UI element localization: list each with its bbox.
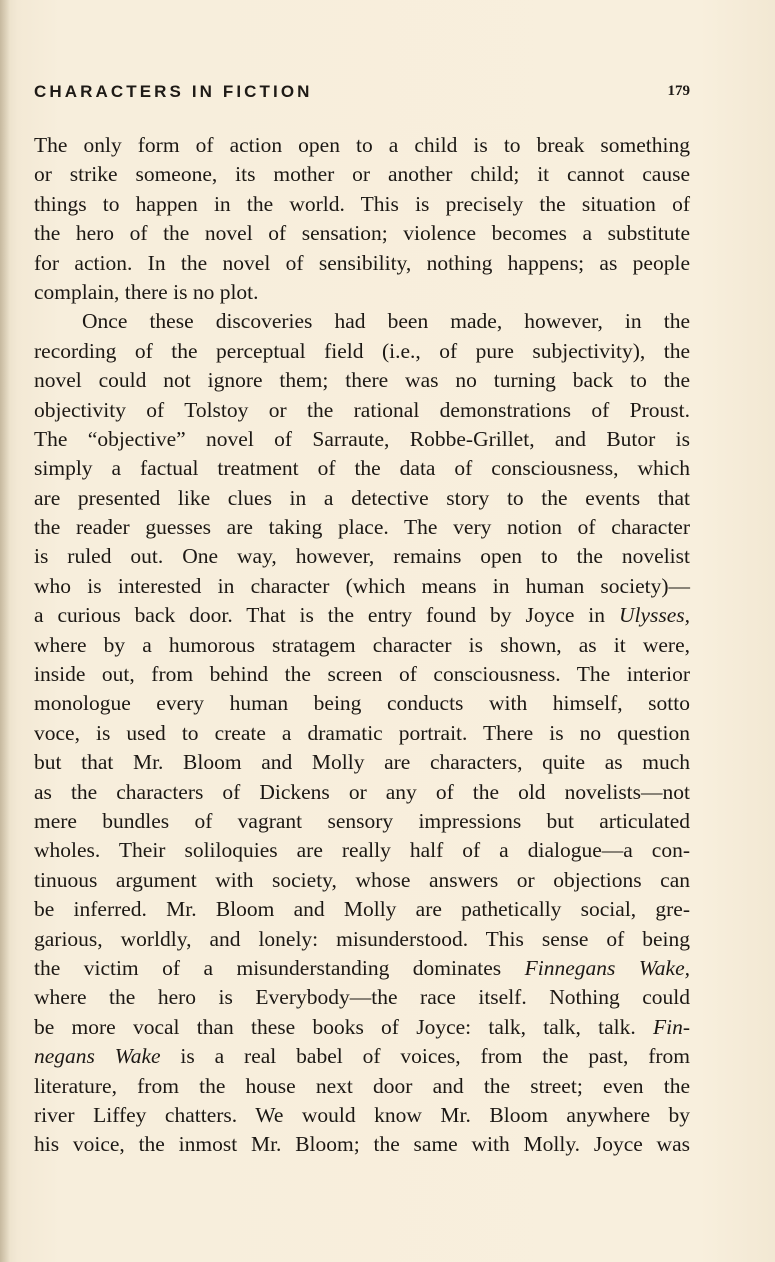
text-segment: wholes. Their soliloquies are really half of a dialogue—a con- <box>34 838 690 863</box>
text-line <box>34 307 690 336</box>
text-segment: where by a humorous stratagem character is shown, as it were, <box>34 632 690 657</box>
gutter-shadow <box>0 0 10 1262</box>
text-line <box>34 925 690 954</box>
text-segment: for action. In the novel of sensibility, nothing happens; as people <box>34 250 690 275</box>
text-segment: but that Mr. Bloom and Molly are characters, quite as much <box>34 750 690 775</box>
text-segment: the hero of the novel of sensation; violence becomes a substitute <box>34 221 690 246</box>
text-segment: or strike someone, its mother or another child; it cannot cause <box>34 162 690 187</box>
text-segment: who is interested in character (which means in human society)— <box>34 573 690 598</box>
text-line <box>34 689 690 718</box>
text-line <box>34 1101 690 1130</box>
text-segment: tinuous argument with society, whose answers or objections can <box>34 867 690 892</box>
text-segment: mere bundles of vagrant sensory impressions but articulated <box>34 808 690 833</box>
italic-text: Fin- <box>652 1014 690 1039</box>
text-segment: inside out, from behind the screen of consciousness. The interior <box>34 662 690 687</box>
page-number: 179 <box>667 83 690 99</box>
text-line <box>34 131 690 160</box>
text-segment: simply a factual treatment of the data of consciousness, which <box>34 456 690 481</box>
text-line <box>34 1130 690 1159</box>
text-line <box>34 631 690 660</box>
italic-text: negans Wake <box>34 1044 161 1069</box>
text-line <box>34 1013 690 1042</box>
text-segment: The only form of action open to a child is to break something <box>34 133 690 157</box>
body-text <box>34 131 690 1160</box>
text-line <box>34 219 690 248</box>
text-segment: the reader guesses are taking place. The very notion of character <box>34 515 690 540</box>
text-line <box>34 1072 690 1101</box>
text-line <box>34 542 690 571</box>
text-segment: be inferred. Mr. Bloom and Molly are pathetically social, gre- <box>34 897 690 922</box>
text-line <box>34 513 690 542</box>
text-segment: Once these discoveries had been made, however, in the <box>82 309 690 334</box>
text-segment: is a real babel of voices, from the past, from <box>160 1044 691 1069</box>
text-line <box>34 660 690 689</box>
running-title: CHARACTERS IN FICTION <box>34 82 313 101</box>
running-head <box>34 82 690 106</box>
text-line <box>34 572 690 601</box>
text-segment: is ruled out. One way, however, remains open to the novelist <box>34 544 690 569</box>
text-segment: are presented like clues in a detective story to the events that <box>34 485 690 510</box>
text-line <box>34 278 690 307</box>
text-segment: a curious back door. That is the entry found by Joyce in <box>34 603 619 628</box>
text-line <box>34 396 690 425</box>
text-line <box>34 954 690 983</box>
text-segment: garious, worldly, and lonely: misunderstood. This sense of being <box>34 926 690 951</box>
text-segment: his voice, the inmost Mr. Bloom; the same with Molly. Joyce was <box>34 1132 690 1157</box>
text-line <box>34 983 690 1012</box>
text-segment: as the characters of Dickens or any of the old novelists—not <box>34 779 690 804</box>
text-line <box>34 807 690 836</box>
text-segment: The “objective” novel of Sarraute, Robbe-Grillet, and Butor is <box>34 426 690 451</box>
text-segment: things to happen in the world. This is precisely the situation of <box>34 191 690 216</box>
text-line <box>34 366 690 395</box>
text-segment: monologue every human being conducts with himself, sotto <box>34 691 690 716</box>
text-line <box>34 719 690 748</box>
text-line <box>34 748 690 777</box>
paragraph <box>34 307 690 1159</box>
text-line <box>34 1042 690 1071</box>
text-line <box>34 249 690 278</box>
text-segment: voce, is used to create a dramatic portrait. There is no question <box>34 720 690 745</box>
text-segment: complain, there is no plot. <box>34 279 259 304</box>
paragraph <box>34 131 690 307</box>
text-segment: river Liffey chatters. We would know Mr. Bloom anywhere by <box>34 1102 690 1127</box>
text-line <box>34 425 690 454</box>
text-segment: be more vocal than these books of Joyce: talk, talk, talk. <box>34 1014 653 1039</box>
text-segment: recording of the perceptual field (i.e., of pure subjectivity), the <box>34 338 690 363</box>
text-line <box>34 454 690 483</box>
text-line <box>34 866 690 895</box>
italic-text: Ulysses, <box>618 603 690 628</box>
text-line <box>34 836 690 865</box>
text-line <box>34 337 690 366</box>
text-line <box>34 778 690 807</box>
italic-text: Finnegans Wake, <box>524 955 690 980</box>
text-segment: where the hero is Everybody—the race itself. Nothing could <box>34 985 690 1010</box>
text-segment: objectivity of Tolstoy or the rational demonstrations of Proust. <box>34 397 690 422</box>
text-line <box>34 601 690 630</box>
text-line <box>34 190 690 219</box>
text-line <box>34 895 690 924</box>
text-line <box>34 484 690 513</box>
text-segment: literature, from the house next door and the street; even the <box>34 1073 690 1098</box>
text-line <box>34 160 690 189</box>
text-segment: the victim of a misunderstanding dominates <box>34 955 525 980</box>
text-segment: novel could not ignore them; there was no turning back to the <box>34 368 690 393</box>
